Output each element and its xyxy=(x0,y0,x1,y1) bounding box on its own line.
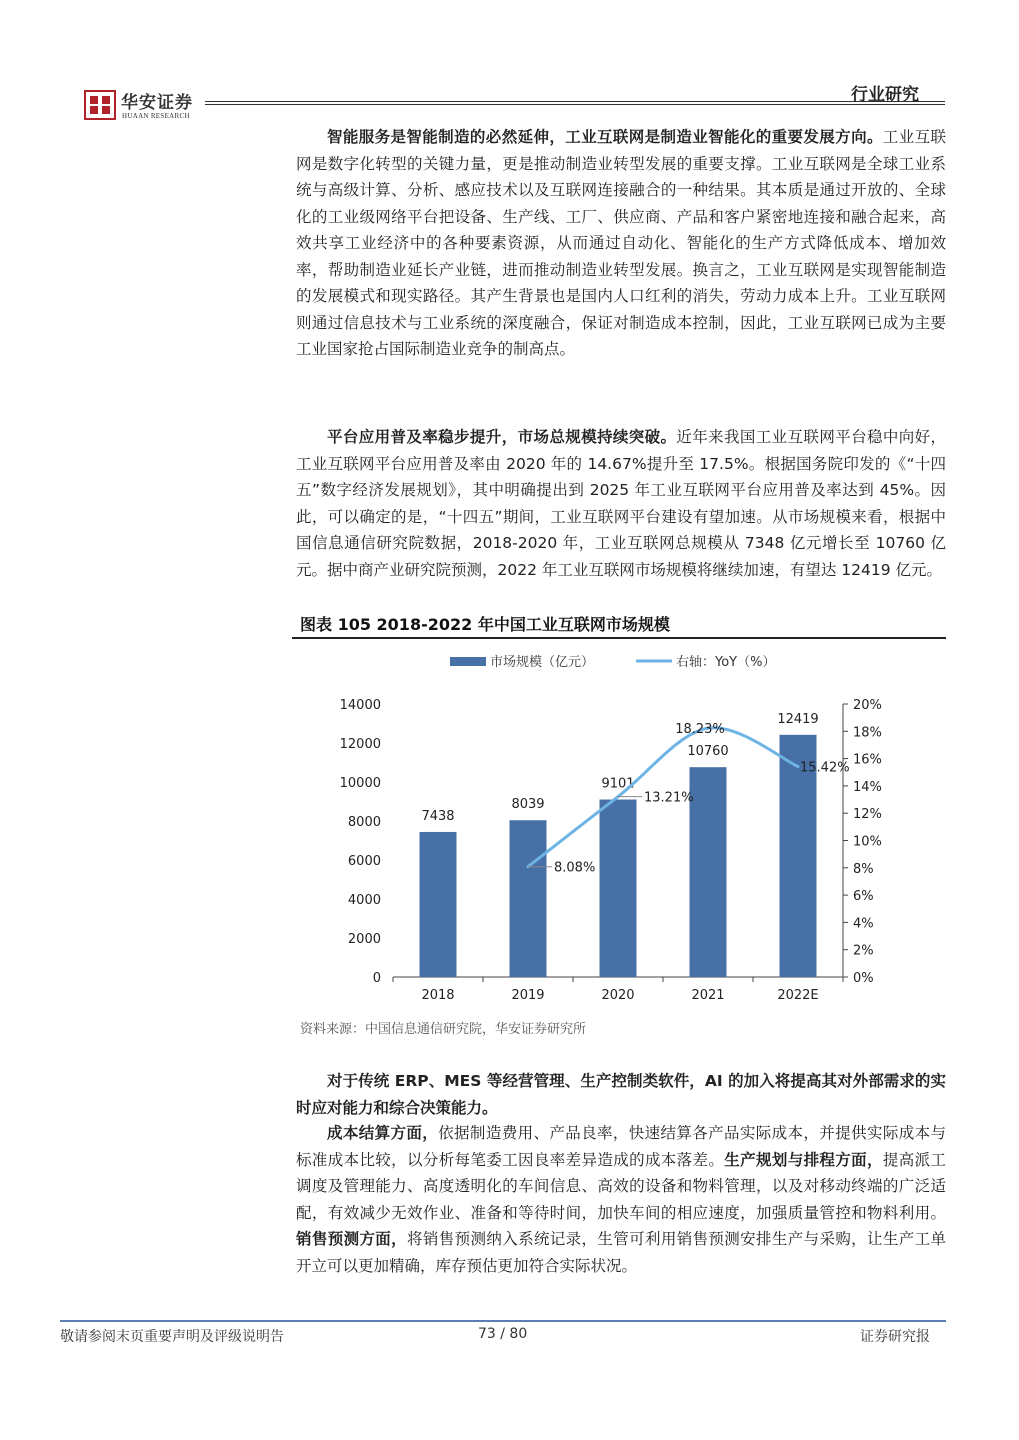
right-tick-label: 8% xyxy=(853,861,874,877)
right-tick-label: 18% xyxy=(853,725,882,741)
forecast-body: 将销售预测纳入系统记录，生管可利用销售预测安排生产与采购，让生产工单开立可以更加精确，库存预估更加符合实际状况。 xyxy=(296,1230,946,1275)
logo-english: HUAAN RESEARCH xyxy=(122,112,190,120)
page-number: 73 / 80 xyxy=(478,1326,528,1342)
footer-disclaimer: 敬请参阅末页重要声明及评级说明告 xyxy=(60,1329,284,1345)
bar-value-label: 9101 xyxy=(601,776,635,792)
bar xyxy=(600,800,637,977)
left-tick-label: 10000 xyxy=(339,776,381,791)
paragraph-lead: 智能服务是智能制造的必然延伸，工业互联网是制造业智能化的重要发展方向。 xyxy=(327,128,883,146)
legend-bar-swatch xyxy=(450,657,486,666)
x-tick-label: 2021 xyxy=(691,988,725,1003)
bar xyxy=(420,832,457,977)
legend-line-label: 右轴：YoY（%） xyxy=(676,655,776,670)
paragraph-ai-software xyxy=(296,1068,946,1121)
left-tick-label: 4000 xyxy=(347,893,381,908)
paragraph-ai-applications xyxy=(296,1120,946,1279)
x-tick-label: 2020 xyxy=(601,988,635,1003)
x-tick-label: 2022E xyxy=(777,988,819,1003)
section-tag: 行业研究 xyxy=(851,85,919,105)
bar xyxy=(690,767,727,977)
line-value-label: 18.23% xyxy=(675,722,725,738)
line-value-label: 8.08% xyxy=(554,860,596,876)
footer-divider xyxy=(60,1320,946,1322)
forecast-lead: 销售预测方面， xyxy=(296,1230,408,1248)
right-tick-label: 10% xyxy=(853,834,882,850)
left-tick-label: 12000 xyxy=(339,737,381,752)
logo-name: 华安证券 xyxy=(121,93,193,113)
right-tick-label: 12% xyxy=(853,807,882,823)
bar xyxy=(510,820,547,977)
chart-legend xyxy=(450,654,775,670)
line-value-label: 15.42% xyxy=(800,760,850,776)
bar-value-label: 7438 xyxy=(421,808,455,824)
left-tick-label: 0 xyxy=(372,971,381,986)
right-tick-label: 6% xyxy=(853,889,874,905)
line-value-label: 13.21% xyxy=(644,790,694,806)
paragraph-lead: 对于传统 ERP、MES 等经营管理、生产控制类软件，AI 的加入将提高其对外部需求的实时应对能力和综合决策能力。 xyxy=(296,1072,946,1117)
right-tick-label: 0% xyxy=(853,971,874,986)
left-tick-label: 8000 xyxy=(347,815,381,830)
x-tick-label: 2018 xyxy=(421,988,455,1003)
planning-body: 提高派工调度及管理能力、高度透明化的车间信息、高效的设备和物料管理，以及对移动终端的广泛适配，有效减少无效作业、准备和等待时间，加快车间的相应速度，加强质量管控和物料利用。 xyxy=(296,1150,946,1222)
left-tick-label: 14000 xyxy=(339,698,381,713)
right-tick-label: 4% xyxy=(853,916,874,932)
planning-lead: 生产规划与排程方面， xyxy=(724,1150,883,1169)
paragraph-body: 工业互联网是数字化转型的关键力量，更是推动制造业转型发展的重要支撑。工业互联网是全球工业系统与高级计算、分析、感应技术以及互联网连接融合的一种结果。其本质是通过开放的、全球化的工业级网络平台把设备、生产线、工厂、供应商、产品和客户紧密地连接和融合起来，高效共享工业经济中的各种要素资源，从而通过自动化、智能化的生产方式降低成本、增加效率，帮助制造业延长产业链，进而推动制造业转型发展。换言之，工业互联网是实现智能制造的发展模式和现实路径。其产生背景也是国内人口红利的消失，劳动力成本上升。工业互联网则通过信息技术与工业系统的深度融合，保证对制造成本控制，因此，工业互联网已成为主要工业国家抢占国际制造业竞争的制高点。 xyxy=(296,128,946,358)
cost-lead: 成本结算方面， xyxy=(327,1124,439,1142)
x-axis-ticks xyxy=(393,977,843,1003)
figure-source: 资料来源：中国信息通信研究院，华安证券研究所 xyxy=(300,1022,587,1037)
footer-report-type: 证券研究报 xyxy=(860,1329,930,1345)
cost-body: 依据制造费用、产品良率，快速结算各产品实际成本，并提供实际成本与标准成本比较，以分析每笔委工因良率差异造成的成本落差。 xyxy=(296,1124,946,1169)
legend-bar-label: 市场规模（亿元） xyxy=(490,655,595,670)
right-tick-label: 14% xyxy=(853,779,882,795)
bar-series xyxy=(420,735,817,977)
bar-value-label: 12419 xyxy=(777,711,819,727)
right-axis-ticks xyxy=(843,698,882,986)
bar-value-label: 8039 xyxy=(511,797,545,813)
x-tick-label: 2019 xyxy=(511,988,545,1003)
paragraph-lead: 平台应用普及率稳步提升，市场总规模持续突破。 xyxy=(327,428,677,446)
right-tick-label: 16% xyxy=(853,752,882,768)
left-tick-label: 2000 xyxy=(347,932,381,947)
bar-value-label: 10760 xyxy=(687,744,729,760)
left-tick-label: 6000 xyxy=(347,854,381,869)
right-tick-label: 2% xyxy=(853,943,874,959)
right-tick-label: 20% xyxy=(853,698,882,713)
paragraph-body: 近年来我国工业互联网平台稳中向好，工业互联网平台应用普及率由 2020 年的 14.67%提升至 17.5%。根据国务院印发的《“十四五”数字经济发展规划》，其中明确提出到 2025 年工业互联网平台应用普及率达到 45%。因此，可以确定的是，“十四五”期间，工业互联网平台建设有望加速。从市场规模来看，根据中国信息通信研究院数据，2018-2020 年，工业互联网总规模从 7348 亿元增长至 10760 亿元。据中商产业研究院预测，2022 年工业互联网市场规模将继续加速，有望达 12419 亿元。 xyxy=(296,428,946,579)
left-axis-ticks xyxy=(340,698,381,986)
figure-title: 图表 105 2018-2022 年中国工业互联网市场规模 xyxy=(300,615,670,634)
